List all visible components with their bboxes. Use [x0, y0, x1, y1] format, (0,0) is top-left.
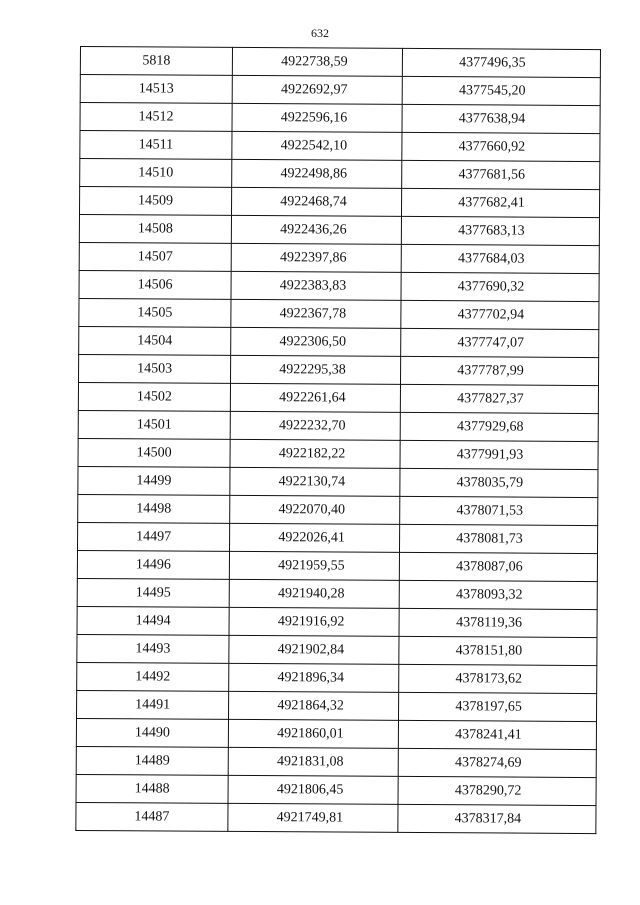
point-id-cell: 14498	[78, 494, 230, 523]
table-row	[79, 326, 599, 357]
y-coordinate-cell: 4378173,62	[399, 664, 597, 693]
table-row	[80, 131, 600, 162]
x-coordinate-cell: 4921806,45	[228, 775, 398, 804]
point-id-cell: 14493	[77, 634, 229, 663]
y-coordinate-cell: 4377684,03	[401, 244, 599, 273]
x-coordinate-cell: 4922026,41	[230, 523, 400, 552]
y-coordinate-cell: 4377683,13	[401, 216, 599, 245]
point-id-cell: 14494	[77, 606, 229, 635]
y-coordinate-cell: 4377747,07	[401, 328, 599, 357]
point-id-cell: 5818	[80, 47, 232, 76]
table-row	[79, 242, 599, 273]
x-coordinate-cell: 4922261,64	[230, 383, 400, 412]
x-coordinate-cell: 4921902,84	[229, 635, 399, 664]
x-coordinate-cell: 4922498,86	[232, 159, 402, 188]
x-coordinate-cell: 4922436,26	[231, 215, 401, 244]
x-coordinate-cell: 4922397,86	[231, 243, 401, 272]
table-row	[78, 410, 598, 441]
x-coordinate-cell: 4922232,70	[230, 411, 400, 440]
x-coordinate-cell: 4921959,55	[229, 551, 399, 580]
point-id-cell: 14509	[80, 187, 232, 216]
table-row	[76, 774, 596, 805]
point-id-cell: 14488	[76, 774, 228, 803]
point-id-cell: 14501	[78, 410, 230, 439]
point-id-cell: 14510	[80, 159, 232, 188]
table-row	[80, 75, 600, 106]
x-coordinate-cell: 4922468,74	[231, 187, 401, 216]
point-id-cell: 14505	[79, 298, 231, 327]
point-id-cell: 14513	[80, 75, 232, 104]
x-coordinate-cell: 4921940,28	[229, 579, 399, 608]
y-coordinate-cell: 4377496,35	[402, 48, 600, 77]
table-row	[78, 438, 598, 469]
y-coordinate-cell: 4377545,20	[402, 76, 600, 105]
table-row	[80, 187, 600, 218]
x-coordinate-cell: 4922692,97	[232, 75, 402, 104]
point-id-cell: 14500	[78, 438, 230, 467]
table-row	[77, 662, 597, 693]
y-coordinate-cell: 4377681,56	[402, 160, 600, 189]
y-coordinate-cell: 4378151,80	[399, 636, 597, 665]
point-id-cell: 14489	[76, 746, 228, 775]
table-row	[78, 466, 598, 497]
y-coordinate-cell: 4378290,72	[398, 776, 596, 805]
y-coordinate-cell: 4377682,41	[401, 188, 599, 217]
y-coordinate-cell: 4378317,84	[398, 804, 596, 833]
y-coordinate-cell: 4377638,94	[402, 104, 600, 133]
x-coordinate-cell: 4922295,38	[231, 355, 401, 384]
y-coordinate-cell: 4377991,93	[400, 440, 598, 469]
x-coordinate-cell: 4922738,59	[232, 47, 402, 76]
table-row	[77, 550, 597, 581]
table-row	[76, 802, 596, 833]
y-coordinate-cell: 4378087,06	[399, 552, 597, 581]
y-coordinate-cell: 4377690,32	[401, 272, 599, 301]
y-coordinate-cell: 4378071,53	[400, 496, 598, 525]
y-coordinate-cell: 4378093,32	[399, 580, 597, 609]
x-coordinate-cell: 4922596,16	[232, 103, 402, 132]
point-id-cell: 14503	[79, 354, 231, 383]
x-coordinate-cell: 4921860,01	[228, 719, 398, 748]
x-coordinate-cell: 4921916,92	[229, 607, 399, 636]
x-coordinate-cell: 4921749,81	[228, 803, 398, 832]
table-row	[77, 606, 597, 637]
x-coordinate-cell: 4922383,83	[231, 271, 401, 300]
x-coordinate-cell: 4922542,10	[232, 131, 402, 160]
table-row	[80, 159, 600, 190]
x-coordinate-cell: 4922070,40	[230, 495, 400, 524]
y-coordinate-cell: 4378197,65	[399, 692, 597, 721]
page-number: 632	[311, 26, 329, 40]
coordinates-table	[75, 46, 601, 834]
x-coordinate-cell: 4921864,32	[229, 691, 399, 720]
table-row	[79, 354, 599, 385]
table-row	[78, 522, 598, 553]
point-id-cell: 14512	[80, 103, 232, 132]
point-id-cell: 14502	[78, 382, 230, 411]
table-row	[77, 578, 597, 609]
y-coordinate-cell: 4377787,99	[400, 356, 598, 385]
table-row	[80, 47, 600, 78]
table-row	[79, 270, 599, 301]
point-id-cell: 14508	[79, 215, 231, 244]
table-row	[79, 298, 599, 329]
y-coordinate-cell: 4377827,37	[400, 384, 598, 413]
coordinates-table-body	[76, 47, 601, 834]
point-id-cell: 14507	[79, 242, 231, 271]
point-id-cell: 14506	[79, 270, 231, 299]
table-row	[77, 634, 597, 665]
point-id-cell: 14495	[77, 578, 229, 607]
y-coordinate-cell: 4377702,94	[401, 300, 599, 329]
y-coordinate-cell: 4378241,41	[398, 720, 596, 749]
point-id-cell: 14492	[77, 662, 229, 691]
x-coordinate-cell: 4922130,74	[230, 467, 400, 496]
table-row	[80, 103, 600, 134]
y-coordinate-cell: 4378081,73	[400, 524, 598, 553]
x-coordinate-cell: 4922306,50	[231, 327, 401, 356]
point-id-cell: 14511	[80, 131, 232, 160]
point-id-cell: 14490	[76, 718, 228, 747]
y-coordinate-cell: 4378274,69	[398, 748, 596, 777]
point-id-cell: 14487	[76, 802, 228, 831]
point-id-cell: 14499	[78, 466, 230, 495]
table-row	[76, 746, 596, 777]
point-id-cell: 14491	[77, 690, 229, 719]
x-coordinate-cell: 4921831,08	[228, 747, 398, 776]
y-coordinate-cell: 4378119,36	[399, 608, 597, 637]
y-coordinate-cell: 4377929,68	[400, 412, 598, 441]
point-id-cell: 14496	[77, 550, 229, 579]
y-coordinate-cell: 4377660,92	[402, 132, 600, 161]
point-id-cell: 14497	[78, 522, 230, 551]
x-coordinate-cell: 4922182,22	[230, 439, 400, 468]
table-row	[76, 718, 596, 749]
x-coordinate-cell: 4922367,78	[231, 299, 401, 328]
table-row	[77, 690, 597, 721]
y-coordinate-cell: 4378035,79	[400, 468, 598, 497]
point-id-cell: 14504	[79, 326, 231, 355]
table-row	[78, 382, 598, 413]
x-coordinate-cell: 4921896,34	[229, 663, 399, 692]
table-row	[79, 215, 599, 246]
table-row	[78, 494, 598, 525]
